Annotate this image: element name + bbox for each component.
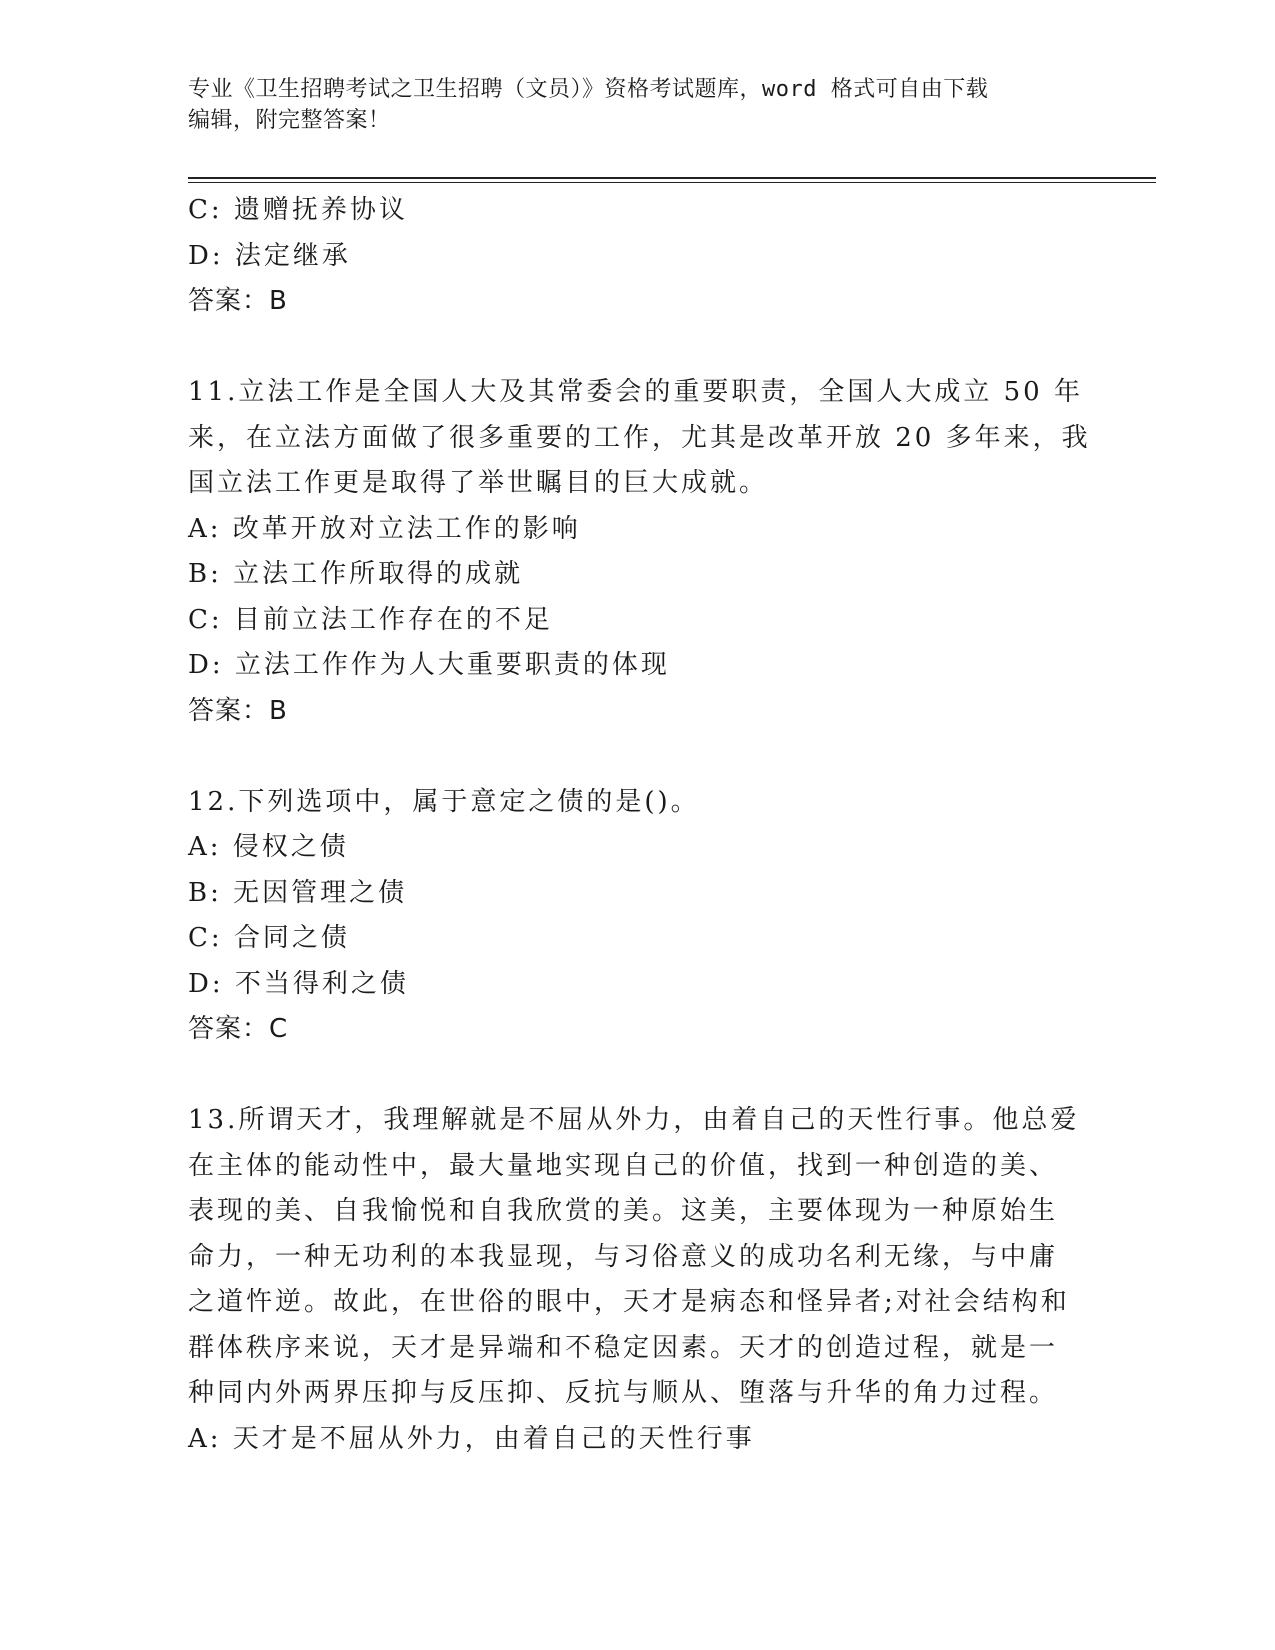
q12-option-a: A: 侵权之债 [188,832,349,862]
q10-option-d: D: 法定继承 [188,240,351,271]
q12-answer: 答案：C [188,1014,289,1044]
q13-stem-line-7: 种同内外两界压抑与反压抑、反抗与顺从、堕落与升华的角力过程。 [188,1378,1059,1408]
q10-answer: 答案：B [188,286,288,316]
question-11 [188,370,1091,734]
spacer [188,734,1088,780]
q13-stem-line-5: 之道忤逆。故此，在世俗的眼中，天才是病态和怪异者;对社会结构和 [188,1287,1070,1317]
header-divider-thin [188,182,1156,183]
header-line-1: 专业《卫生招聘考试之卫生招聘（文员）》资格考试题库，word 格式可自由下载 [188,77,989,102]
q10-option-c: C: 遗赠抚养协议 [188,195,408,225]
q13-stem-line-1: 13.所谓天才，我理解就是不屈从外力，由着自己的天性行事。他总爱 [188,1105,1080,1135]
q12-option-b: B: 无因管理之债 [188,877,408,908]
q11-option-a: A: 改革开放对立法工作的影响 [188,513,581,544]
q11-option-c: C: 目前立法工作存在的不足 [188,604,553,635]
q11-answer: 答案：B [188,695,288,726]
q11-stem-line-3: 国立法工作更是取得了举世瞩目的巨大成就。 [188,468,769,498]
q11-option-b: B: 立法工作所取得的成就 [188,559,524,589]
question-10 [188,188,1088,325]
question-content [188,188,1091,1462]
q13-option-a: A: 天才是不屈从外力，由着自己的天性行事 [188,1423,755,1454]
q13-stem-line-2: 在主体的能动性中，最大量地实现自己的价值，找到一种创造的美、 [188,1150,1059,1181]
spacer [188,1053,1088,1099]
spacer [188,325,1088,371]
q13-stem-line-6: 群体秩序来说，天才是异端和不稳定因素。天才的创造过程，就是一 [188,1332,1059,1363]
header-line-2: 编辑，附完整答案！ [188,108,391,133]
q12-option-c: C: 合同之债 [188,923,350,953]
q12-option-d: D: 不当得利之债 [188,968,409,999]
question-12 [188,780,1088,1053]
header-divider-thick [188,177,1156,179]
document-header [188,74,1088,136]
q11-option-d: D: 立法工作作为人大重要职责的体现 [188,650,670,680]
q11-stem-line-2: 来，在立法方面做了很多重要的工作，尤其是改革开放 20 多年来，我 [188,422,1091,453]
question-13 [188,1098,1088,1462]
q13-stem-line-3: 表现的美、自我愉悦和自我欣赏的美。这美，主要体现为一种原始生 [188,1196,1059,1226]
q11-stem-line-1: 11.立法工作是全国人大及其常委会的重要职责，全国人大成立 50 年 [188,377,1083,407]
q12-stem-line-1: 12.下列选项中，属于意定之债的是()。 [188,786,700,817]
q13-stem-line-4: 命力，一种无功利的本我显现，与习俗意义的成功名利无缘，与中庸 [188,1241,1059,1272]
